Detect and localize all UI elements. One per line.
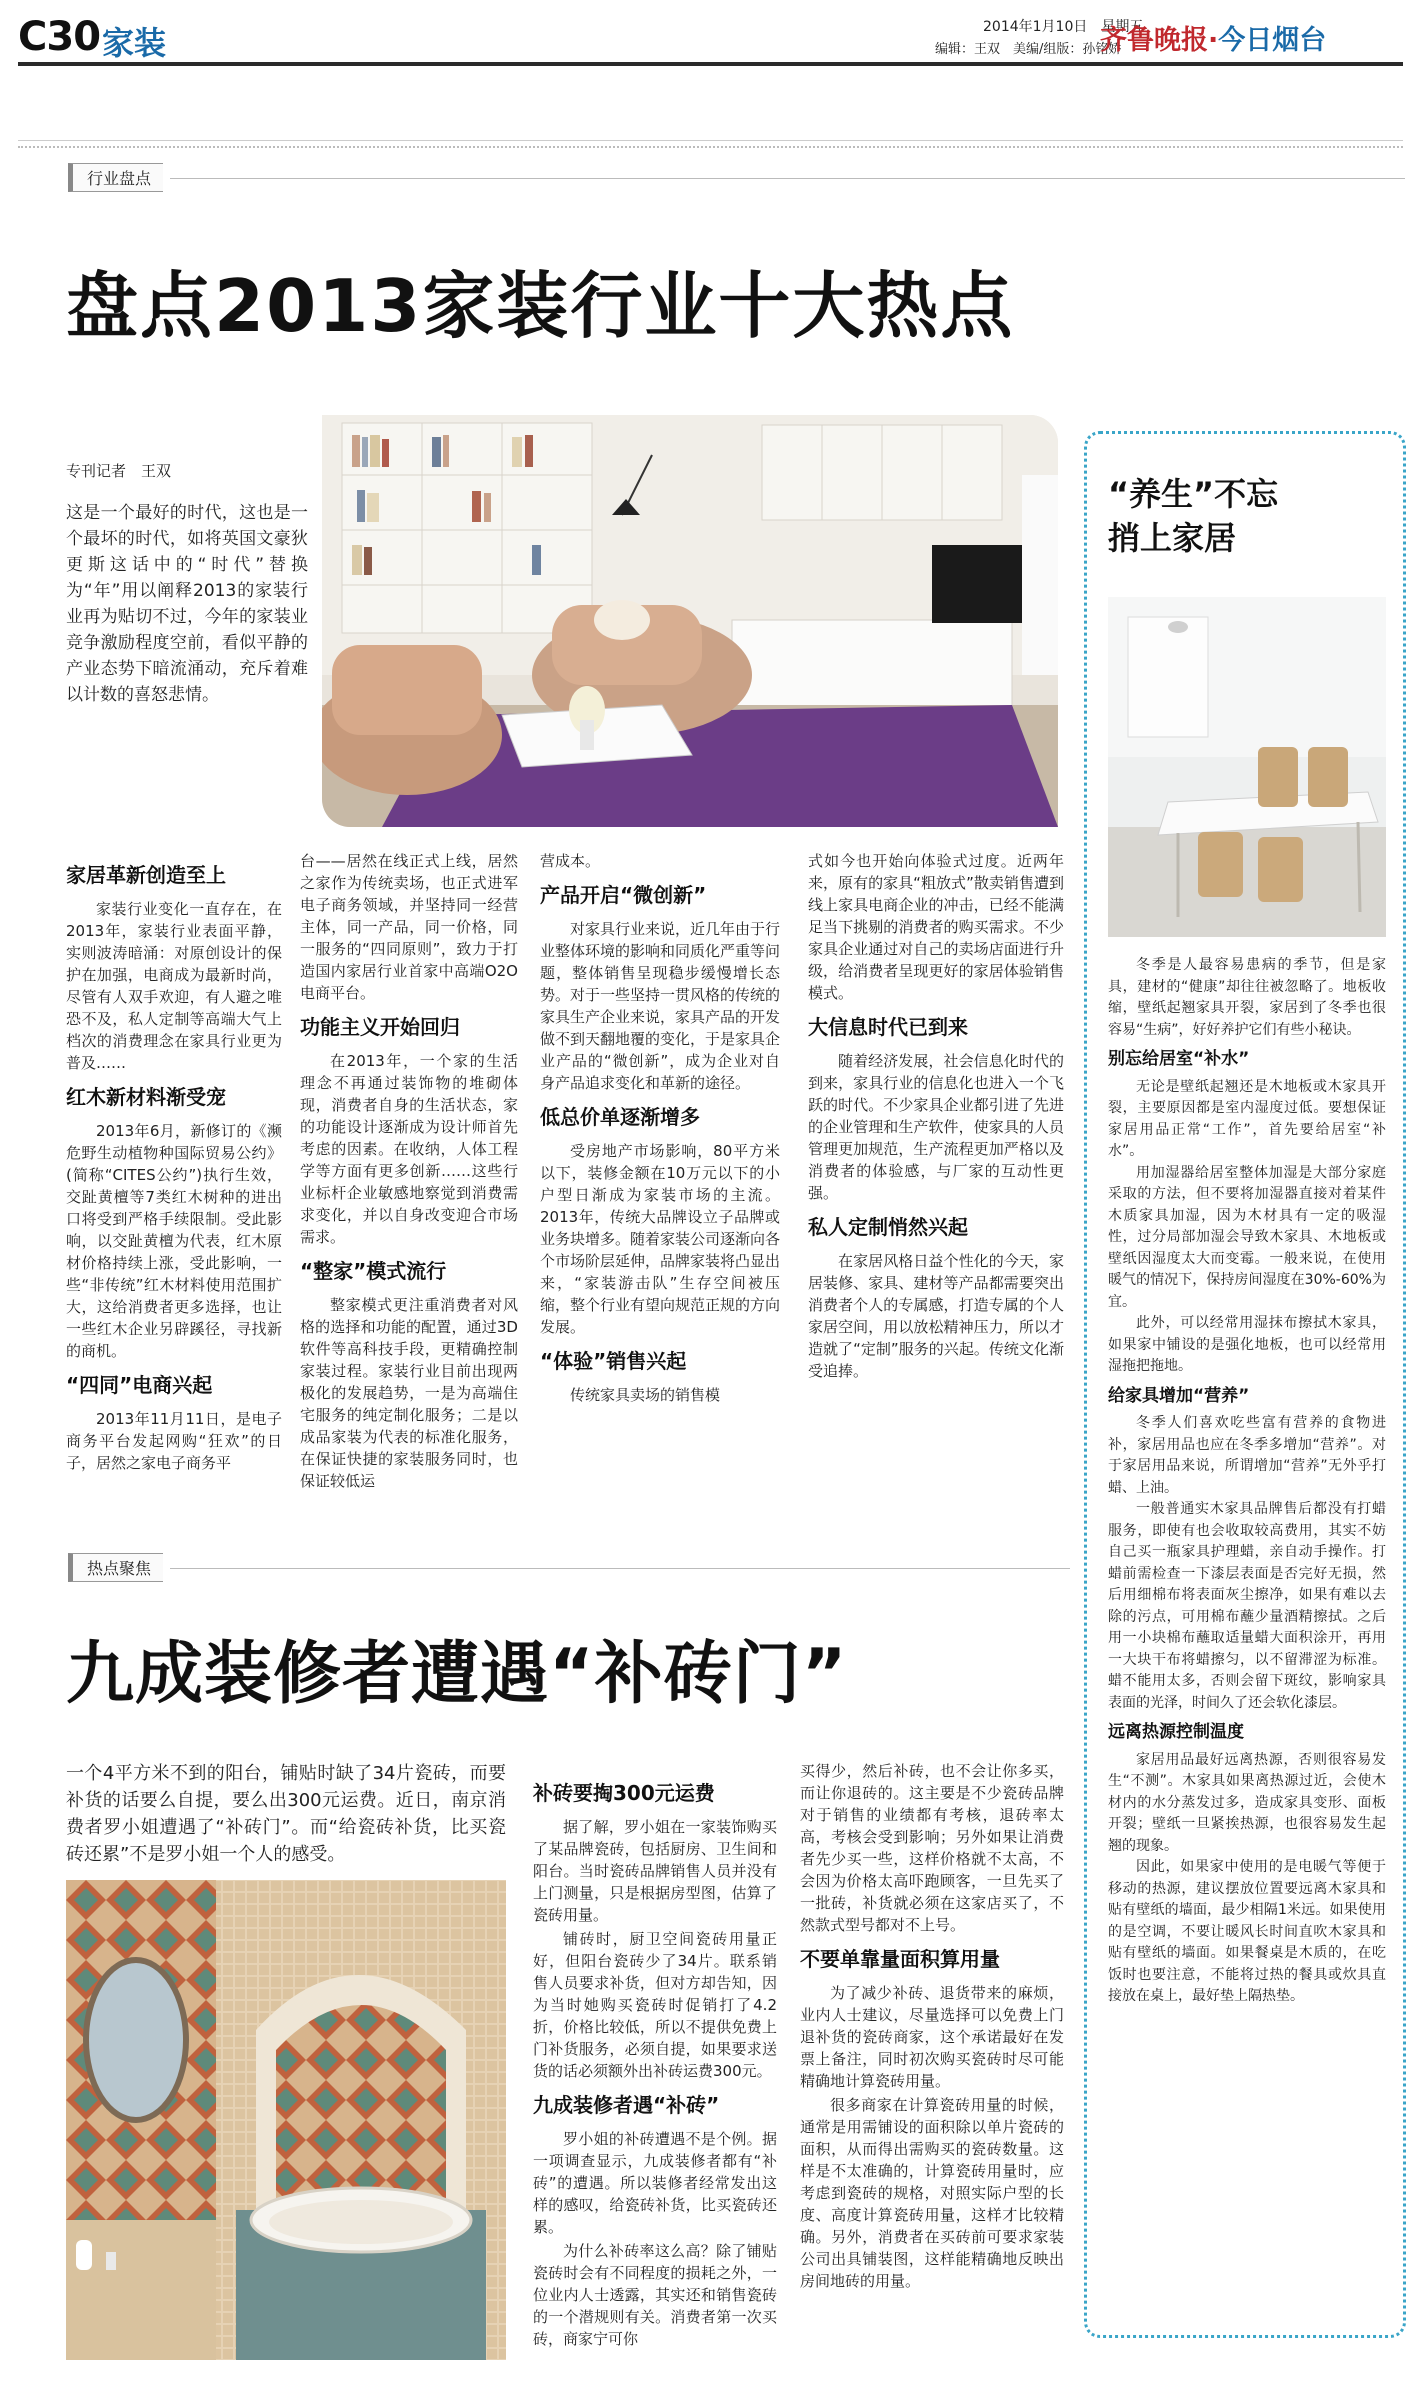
paragraph-continued: 台——居然在线正式上线，居然之家作为传统卖场，也正式进军电子商务领域，并坚持同一经营主体，同一产品，同一价格，同一服务的“四同原则”，致力于打造国内家居行业首家中高端O2O电商平台。 [300,852,518,1002]
subheading: 别忘给居室“补水” [1108,1049,1250,1069]
paragraph: 冬季人们喜欢吃些富有营养的食物进补，家居用品也应在冬季多增加“营养”。对于家居用品来说，所谓增加“营养”无外乎打蜡、上油。 [1108,1415,1386,1496]
sidebar-title-line2: 捎上家居 [1108,519,1237,557]
paragraph: 罗小姐的补砖遭遇不是个例。据一项调查显示，九成装修者都有“补砖”的遭遇。所以装修者经常发出这样的感叹，给瓷砖补货，比买瓷砖还累。 [533,2130,777,2236]
paper-name: 齐鲁晚报 [1100,25,1208,56]
paragraph: 据了解，罗小姐在一家装饰购买了某品牌瓷砖，包括厨房、卫生间和阳台。当时瓷砖品牌销售人员并没有上门测量，只是根据房型图，估算了瓷砖用量。 [533,1818,777,1924]
page-number: C30 [18,14,101,60]
subheading: 给家具增加“营养” [1108,1385,1250,1406]
paragraph: 一般普通实木家具品牌售后都没有打蜡服务，即使有也会收取较高费用，其实不妨自己买一瓶家具护理蜡，亲自动手操作。打蜡前需检查一下漆层表面是否完好无损，然后用细棉布将表面灰尘擦净，如果有难以去除的污点，可用棉布蘸少量酒精擦拭。之后用一小块棉布蘸取适量蜡大面积涂开，再用一大块干布将蜡擦匀，以不留滞涩为标准。蜡不能用太多，否则会留下斑纹，影响家具表面的光泽，时间久了还会软化漆层。 [1108,1501,1386,1711]
paragraph: 此外，可以经常用湿抹布擦拭木家具，如果家中铺设的是强化地板，也可以经常用湿拖把拖地。 [1108,1315,1386,1374]
article-column-1 [66,862,282,1476]
subheading: 不要单靠量面积算用量 [800,1947,1000,1971]
paragraph: 家装行业变化一直存在，在2013年，家装行业表面平静，实则波涛暗涌：对原创设计的保护在加强，电商成为最新时尚，尽管有人双手欢迎，有人避之唯恐不及，私人定制等高端大气上档次的消费理念在家具行业更为普及…… [66,900,282,1072]
section-rule-2 [170,1568,1070,1569]
date-line: 2014年1月10日 星期五 [983,19,1144,35]
divider-dotted [18,146,1403,148]
article-column-2 [300,850,518,1494]
paragraph: 传统家具卖场的销售模 [570,1386,721,1404]
subheading: 九成装修者遇“补砖” [533,2093,720,2117]
subheading: 补砖要掏300元运费 [533,1781,715,1805]
sidebar-title [1108,472,1278,560]
sidebar-title-line1: “养生”不忘 [1108,475,1279,513]
subheading: “体验”销售兴起 [540,1349,687,1373]
article-column-4 [808,850,1064,1384]
article2-headline: 九成装修者遭遇“补砖门” [66,1635,848,1714]
paragraph: 2013年6月，新修订的《濒危野生动植物种国际贸易公约》(简称“CITES公约”)执行生效，交趾黄檀等7类红木树种的进出口将受到严格手续限制。受此影响，以交趾黄檀为代表，红木原材价格持续上涨，受此影响，一些“非传统”红木材料使用范围扩大，这给消费者更多选择，也让一些红木企业另辟蹊径，寻找新的商机。 [66,1122,282,1360]
paragraph: 因此，如果家中使用的是电暖气等便于移动的热源，建议摆放位置要远离木家具和贴有壁纸的墙面，最少相隔1米远。如果使用的是空调，不要让暖风长时间直吹木家具和贴有壁纸的墙面。如果餐桌是木质的，在吃饭时也要注意，不能将过热的餐具或炊具直接放在桌上，最好垫上隔热垫。 [1108,1859,1386,2004]
paragraph: 为什么补砖率这么高？除了铺贴瓷砖时会有不同程度的损耗之外，一位业内人士透露，其实还和销售瓷砖的一个潜规则有关。消费者第一次买砖，商家宁可你 [533,2242,777,2348]
section-label-2: 热点聚焦 [68,1553,163,1582]
article-headline: 盘点2013家装行业十大热点 [66,264,1015,348]
divider [18,140,1403,141]
editor-line: 编辑：王双 美编/组版：孙铭娇 [935,42,1122,57]
article-lead: 这是一个最好的时代，这也是一个最坏的时代，如将英国文豪狄更斯这话中的“时代”替换为“年”用以阐释2013的家装行业再为贴切不过，今年的家装业竞争激励程度空前，看似平静的产业态势下暗流涌动，充斥着难以计数的喜怒悲情。 [66,503,308,705]
subheading: 远离热源控制温度 [1108,1722,1244,1742]
paragraph-continued: 买得少，然后补砖，也不会让你多买，而让你退砖的。这主要是不少瓷砖品牌对于销售的业绩都有考核，退砖率太高，考核会受到影响；另外如果让消费者先少买一些，这样价格就不太高，不会因为价格太高吓跑顾客，一旦先买了一批砖，补货就必须在这家店买了，不然款式型号都对不上号。 [800,1762,1064,1934]
section-label: 行业盘点 [68,163,163,192]
dining-room-photo [1108,597,1386,937]
living-room-photo [322,415,1058,827]
paragraph: 冬季是人最容易患病的季节，但是家具，建材的“健康”却往往被忽略了。地板收缩，壁纸起翘家具开裂，家居到了冬季也很容易“生病”，好好养护它们有些小秘诀。 [1108,957,1386,1038]
paragraph: 在家居风格日益个性化的今天，家居装修、家具、建材等产品都需要突出消费者个人的专属感，打造专属的个人家居空间，用以放松精神压力，所以才造就了“定制”服务的兴起。传统文化渐受追捧。 [808,1252,1064,1380]
sidebar-body [1108,955,1386,2008]
subheading: “四同”电商兴起 [66,1373,213,1397]
subheading: 私人定制悄然兴起 [808,1215,968,1239]
paragraph: 用加湿器给居室整体加湿是大部分家庭采取的方法，但不要将加湿器直接对着某件木质家具加湿，因为木材具有一定的吸湿性，过分局部加湿会导致木家具、木地板或壁纸因湿度太大而变霉。一般来说，在使用暖气的情况下，保持房间湿度在30%-60%为宜。 [1108,1164,1386,1310]
paragraph: 在2013年，一个家的生活理念不再通过装饰物的堆砌体现，消费者自身的生活状态，家的功能设计逐渐成为设计师首先考虑的因素。在收纳，人体工程学等方面有更多创新……这些行业标杆企业敏感地察觉到消费需求变化，并以自身改变迎合市场需求。 [300,1052,518,1246]
subheading: “整家”模式流行 [300,1259,447,1283]
subheading: 红木新材料渐受宠 [66,1085,226,1109]
section-name: 家装 [102,24,167,62]
paragraph: 无论是壁纸起翘还是木地板或木家具开裂，主要原因都是室内湿度过低。要想保证家居用品正常“工作”，首先要给居室“补水”。 [1108,1078,1386,1159]
subheading: 产品开启“微创新” [540,883,707,907]
paragraph: 受房地产市场影响，80平方米以下，装修金额在10万元以下的小户型日渐成为家装市场的主流。2013年，传统大品牌设立子品牌或业务块增多。随着家装公司逐渐向各个市场阶层延伸，品牌家装将凸显出来，“家装游击队”生存空间被压缩，整个行业有望向规范正规的方向发展。 [540,1142,781,1336]
paragraph: 随着经济发展，社会信息化时代的到来，家具行业的信息化也进入一个飞跃的时代。不少家具企业都引进了先进的企业管理和生产软件，使家具的人员管理更加规范，生产流程更加严格以及消费者的体验感，与厂家的互动性更强。 [808,1052,1064,1202]
newspaper-masthead [1100,18,1326,57]
article2-lead: 一个4平方米不到的阳台，铺贴时缺了34片瓷砖，而要补货的话要么自提，要么出300元运费。近日，南京消费者罗小姐遭遇了“补砖门”。而“给瓷砖补货，比买瓷砖还累”不是罗小姐一个人的感受。 [66,1763,506,1865]
subheading: 功能主义开始回归 [300,1015,460,1039]
paragraph: 整家模式更注重消费者对风格的选择和功能的配置，通过3D软件等高科技手段，更精确控制家装过程。家装行业目前出现两极化的发展趋势，一是为高端住宅服务的纯定制化服务；二是以成品家装为代表的标准化服务，在保证快捷的家装服务同时，也保证较低运 [300,1296,518,1490]
article-column-3 [540,850,780,1408]
paragraph-continued: 式如今也开始向体验式过度。近两年来，原有的家具“粗放式”散卖销售遭到线上家具电商企业的冲击，已经不能满足当下挑剔的消费者的购买需求。不少家具企业通过对自己的卖场店面进行升级，给消费者呈现更好的家居体验销售模式。 [808,852,1064,1002]
subheading: 大信息时代已到来 [808,1015,968,1039]
paragraph: 为了减少补砖、退货带来的麻烦，业内人士建议，尽量选择可以免费上门退补货的瓷砖商家，这个承诺最好在发票上备注，同时初次购买瓷砖时尽可能精确地计算瓷砖用量。 [800,1984,1064,2090]
article2-column-1 [533,1780,777,2352]
paragraph: 2013年11月11日，是电子商务平台发起网购“狂欢”的日子，居然之家电子商务平 [66,1410,282,1472]
bathroom-photo [66,1880,506,2360]
paragraph: 铺砖时，厨卫空间瓷砖用量正好，但阳台瓷砖少了34片。联系销售人员要求补货，但对方却告知，因为当时她购买瓷砖时促销打了4.2折，价格比较低，所以不提供免费上门补货服务，必须自提，如果要求送货的话必须额外出补砖运费300元。 [533,1930,777,2080]
paragraph: 很多商家在计算瓷砖用量的时候，通常是用需铺设的面积除以单片瓷砖的面积，从而得出需购买的瓷砖数量。这样是不太准确的，计算瓷砖用量时，应考虑到瓷砖的规格，对照实际户型的长度、高度计算瓷砖用量，这样才比较精确。另外，消费者在买砖前可要求家装公司出具铺装图，这样能精确地反映出房间地砖的用量。 [800,2096,1064,2290]
paragraph: 对家具行业来说，近几年由于行业整体环境的影响和同质化严重等问题，整体销售呈现稳步缓慢增长态势。对于一些坚持一贯风格的传统的家具生产企业来说，家具产品的开发做不到天翻地覆的变化，于是家具企业产品的“微创新”，成为企业对自身产品追求变化和革新的途径。 [540,920,781,1092]
subheading: 家居革新创造至上 [66,863,226,887]
edition-name: 今日烟台 [1218,25,1327,56]
subheading: 低总价单逐渐增多 [540,1105,700,1129]
paragraph-continued: 营成本。 [540,852,601,870]
section-rule [170,178,1405,179]
article2-column-2 [800,1760,1064,2294]
masthead-separator: · [1208,25,1219,56]
byline: 专刊记者 王双 [66,462,172,480]
paragraph: 家居用品最好远离热源，否则很容易发生“不测”。木家具如果离热源过近，会使木材内的水分蒸发过多，造成家具变形、面板开裂；壁纸一旦紧挨热源，也很容易发生起翘的现象。 [1108,1751,1386,1854]
